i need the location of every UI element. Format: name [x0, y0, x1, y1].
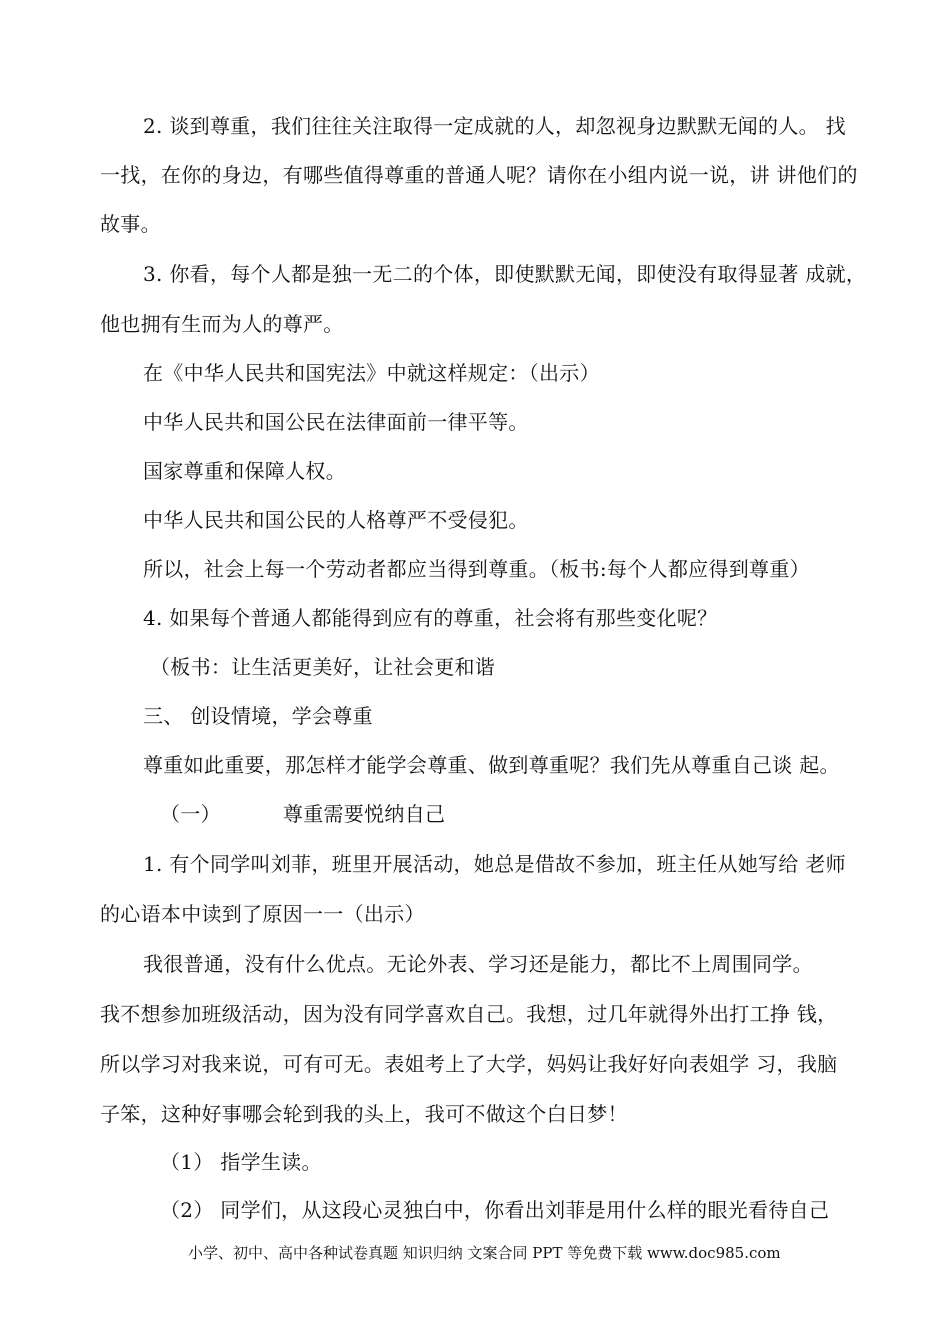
paragraph-1-line-2: 的心语本中读到了原因一一（出示）: [100, 902, 425, 926]
paragraph-conclusion: 所以，社会上每一个劳动者都应当得到尊重。（板书:每个人都应得到尊重）: [143, 557, 810, 581]
subsection-1-title: 尊重需要悦纳自己: [282, 802, 446, 826]
paragraph-1-line-1: 1. 有个同学叫刘菲，班里开展活动，她总是借故不参加，班主任从她写给 老师: [143, 852, 846, 876]
monologue-line-1: 我很普通，没有什么优点。无论外表、学习还是能力，都比不上周围同学。: [143, 952, 813, 976]
paragraph-3-line-1: 3. 你看，每个人都是独一无二的个体，即使默默无闻，即使没有取得显著 成就，: [143, 262, 867, 286]
section-3-intro: 尊重如此重要，那怎样才能学会尊重、做到尊重呢？我们先从尊重自己谈 起。: [143, 753, 840, 777]
monologue-line-4: 子笨，这种好事哪会轮到我的头上，我可不做这个白日梦！: [100, 1102, 628, 1126]
constitution-article-1: 中华人民共和国公民在法律面前一律平等。: [143, 410, 529, 434]
monologue-line-3: 所以学习对我来说，可有可无。表姐考上了大学，妈妈让我好好向表姐学 习，我脑: [100, 1052, 838, 1076]
subsection-1-number: （一）: [160, 802, 221, 826]
paragraph-4: 4. 如果每个普通人都能得到应有的尊重，社会将有那些变化呢？: [143, 606, 718, 630]
section-3-heading: 三、 创设情境，学会尊重: [143, 704, 373, 728]
constitution-intro: 在《中华人民共和国宪法》中就这样规定：（出示）: [143, 361, 600, 385]
step-2: （2） 同学们，从这段心灵独白中，你看出刘菲是用什么样的眼光看待自己: [160, 1198, 830, 1222]
monologue-line-2: 我不想参加班级活动，因为没有同学喜欢自己。我想，过几年就得外出打工挣 钱，: [100, 1002, 838, 1026]
subsection-1-heading: [160, 802, 445, 826]
paragraph-2-line-2: 一找，在你的身边，有哪些值得尊重的普通人呢？请你在小组内说一说，讲 讲他们的: [100, 163, 858, 187]
paragraph-2-line-1: 2. 谈到尊重，我们往往关注取得一定成就的人，却忽视身边默默无闻的人。 找: [143, 114, 846, 138]
paragraph-2-line-3: 故事。: [100, 212, 161, 236]
page-footer: 小学、初中、高中各种试卷真题 知识归纳 文案合同 PPT 等免费下载 www.doc985.com: [188, 1244, 781, 1262]
constitution-article-3: 中华人民共和国公民的人格尊严不受侵犯。: [143, 508, 529, 532]
board-note: （板书：让生活更美好，让社会更和谐: [150, 655, 496, 679]
step-1: （1） 指学生读。: [160, 1150, 322, 1174]
constitution-article-2: 国家尊重和保障人权。: [143, 459, 346, 483]
paragraph-3-line-2: 他也拥有生而为人的尊严。: [100, 312, 344, 336]
